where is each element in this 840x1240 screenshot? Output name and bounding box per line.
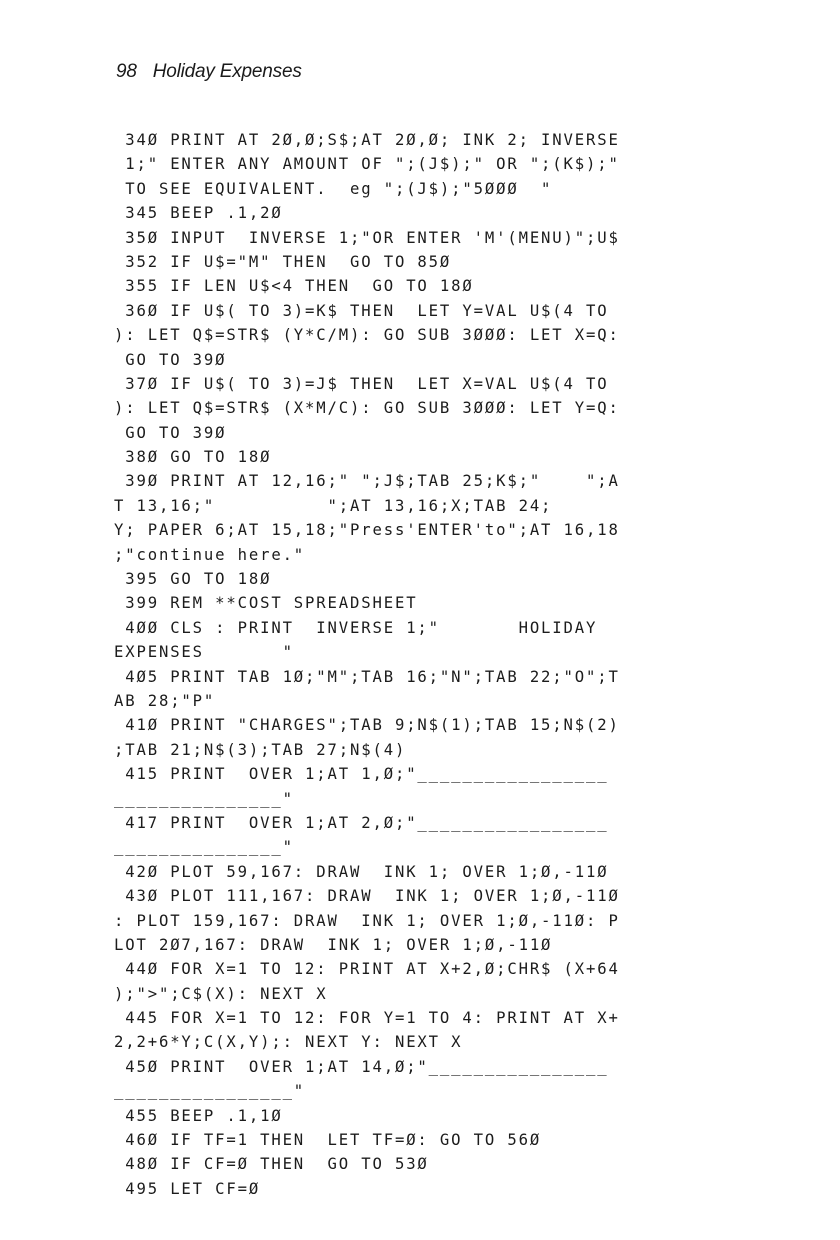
code-line: 44Ø FOR X=1 TO 12: PRINT AT X+2,Ø;CHR$ (X+64 [114,960,620,979]
basic-program-listing [114,128,740,1201]
code-line: 42Ø PLOT 59,167: DRAW INK 1; OVER 1;Ø,-11Ø [114,862,609,881]
code-line: EXPENSES " [114,643,294,662]
code-line: 36Ø IF U$( TO 3)=K$ THEN LET Y=VAL U$(4 TO [114,301,609,320]
code-line: ;TAB 21;N$(3);TAB 27;N$(4) [114,740,407,759]
code-line: ): LET Q$=STR$ (Y*C/M): GO SUB 3ØØØ: LET X=Q: [114,326,620,345]
code-line: 417 PRINT OVER 1;AT 2,Ø;"_________________ [114,813,609,832]
code-line: 46Ø IF TF=1 THEN LET TF=Ø: GO TO 56Ø [114,1131,542,1150]
code-line: 4ØØ CLS : PRINT INVERSE 1;" HOLIDAY [114,618,598,637]
code-line: 395 GO TO 18Ø [114,570,272,589]
code-line: 355 IF LEN U$<4 THEN GO TO 18Ø [114,277,474,296]
code-line: 41Ø PRINT "CHARGES";TAB 9;N$(1);TAB 15;N$(2) [114,716,620,735]
code-line: );">";C$(X): NEXT X [114,984,328,1003]
code-line: TO SEE EQUIVALENT. eg ";(J$);"5ØØØ " [114,179,553,198]
code-line: 35Ø INPUT INVERSE 1;"OR ENTER 'M'(MENU)";U$ [114,228,620,247]
code-line: 352 IF U$="M" THEN GO TO 85Ø [114,252,452,271]
code-line: LOT 2Ø7,167: DRAW INK 1; OVER 1;Ø,-11Ø [114,935,553,954]
code-line: ): LET Q$=STR$ (X*M/C): GO SUB 3ØØØ: LET Y=Q: [114,399,620,418]
page-header [116,61,302,83]
code-line: 43Ø PLOT 111,167: DRAW INK 1; OVER 1;Ø,-11Ø [114,887,620,906]
code-line: 1;" ENTER ANY AMOUNT OF ";(J$);" OR ";(K$);" [114,155,620,174]
code-line: : PLOT 159,167: DRAW INK 1; OVER 1;Ø,-11Ø: P [114,911,620,930]
code-line: 2,2+6*Y;C(X,Y);: NEXT Y: NEXT X [114,1033,463,1052]
code-line: 37Ø IF U$( TO 3)=J$ THEN LET X=VAL U$(4 TO [114,374,609,393]
code-line: 48Ø IF CF=Ø THEN GO TO 53Ø [114,1155,429,1174]
code-line: 445 FOR X=1 TO 12: FOR Y=1 TO 4: PRINT AT X+ [114,1009,620,1028]
code-line: 39Ø PRINT AT 12,16;" ";J$;TAB 25;K$;" ";A [114,472,620,491]
code-line: 45Ø PRINT OVER 1;AT 14,Ø;"________________ [114,1057,609,1076]
code-line: ________________" [114,1082,306,1101]
code-line: 345 BEEP .1,2Ø [114,204,283,223]
code-line: _______________" [114,789,294,808]
code-line: 455 BEEP .1,1Ø [114,1106,283,1125]
code-line: ;"continue here." [114,545,306,564]
code-line: 34Ø PRINT AT 2Ø,Ø;S$;AT 2Ø,Ø; INK 2; INVERSE [114,131,620,149]
code-line: _______________" [114,838,294,857]
code-line: Y; PAPER 6;AT 15,18;"Press'ENTER'to";AT 16,18 [114,521,620,540]
code-line: GO TO 39Ø [114,423,227,442]
code-line: 495 LET CF=Ø [114,1179,261,1198]
page-number: 98 [116,61,137,82]
code-line: AB 28;"P" [114,691,216,710]
code-line: 4Ø5 PRINT TAB 1Ø;"M";TAB 16;"N";TAB 22;"O";T [114,667,620,686]
code-line: 399 REM **COST SPREADSHEET [114,594,418,613]
code-line: GO TO 39Ø [114,350,227,369]
running-title: Holiday Expenses [152,61,302,82]
code-line: T 13,16;" ";AT 13,16;X;TAB 24; [114,496,553,515]
code-line: 415 PRINT OVER 1;AT 1,Ø;"_________________ [114,765,609,784]
code-line: 38Ø GO TO 18Ø [114,448,272,467]
